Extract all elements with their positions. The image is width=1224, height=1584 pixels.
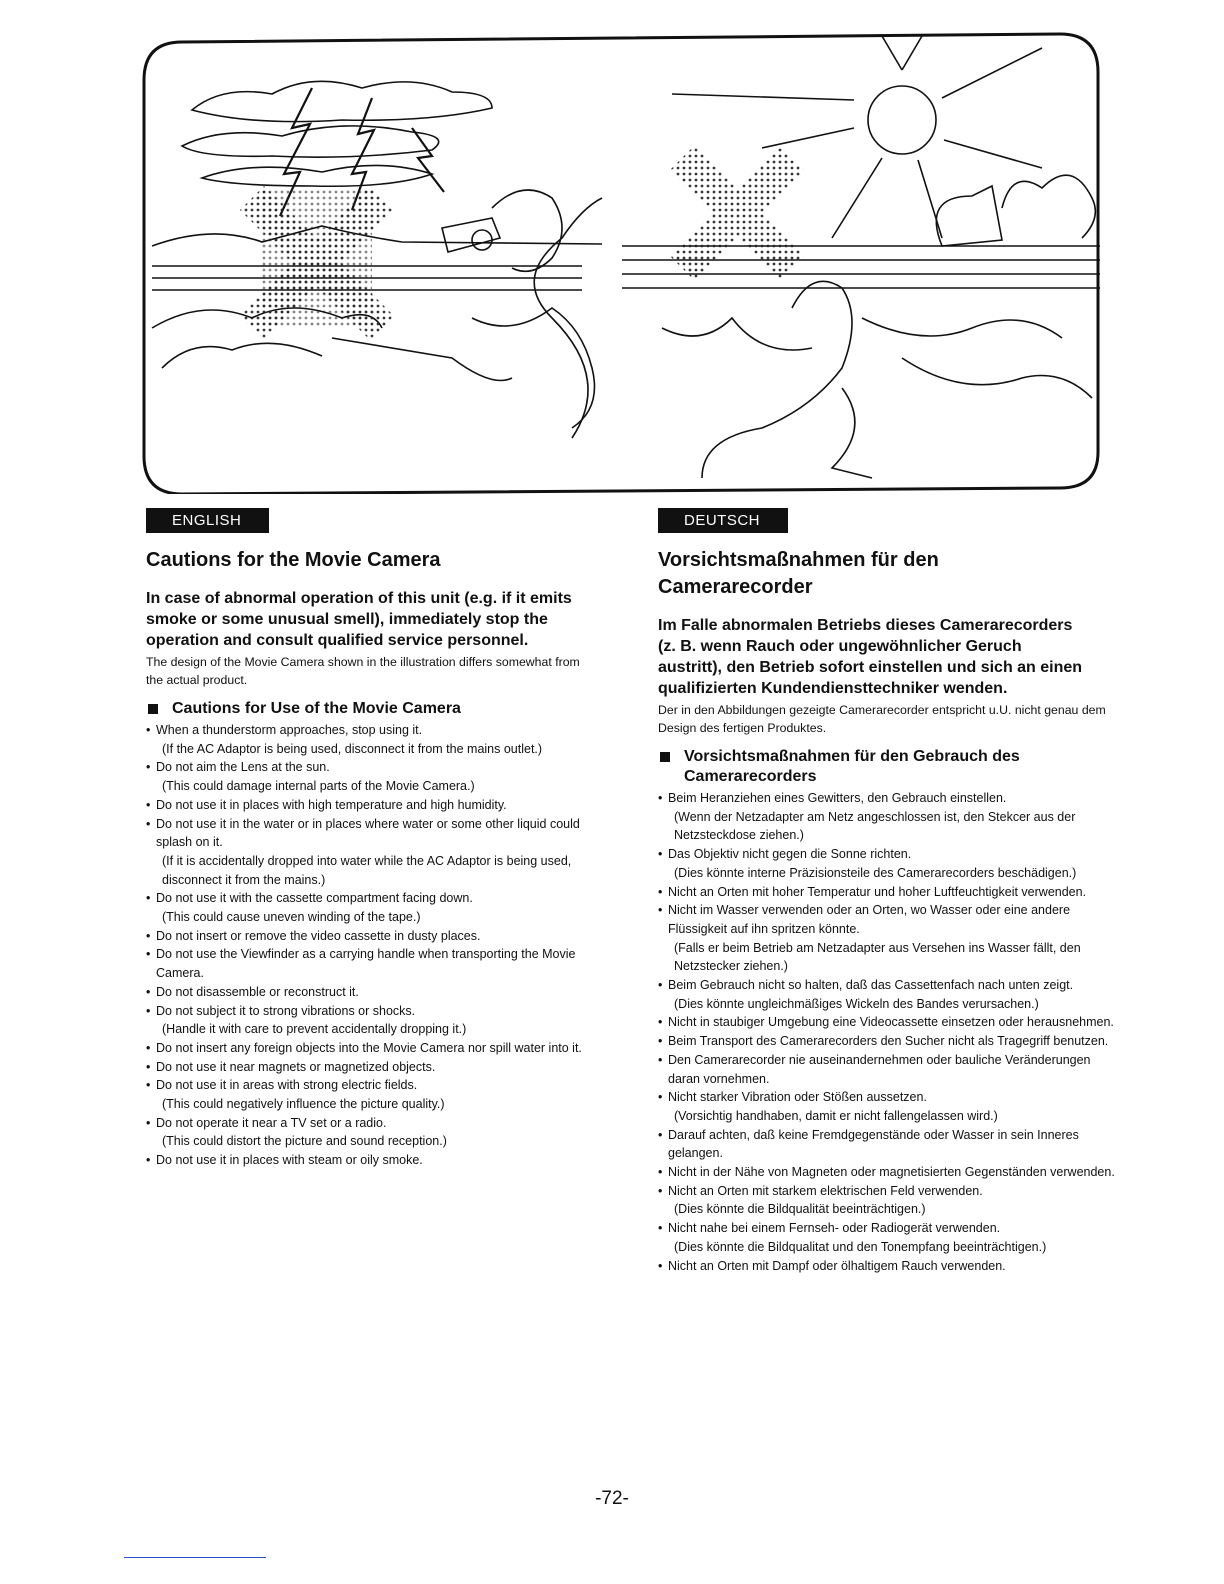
list-item: • Nicht an Orten mit starkem elektrischen Feld verwenden. (Dies könnte die Bildqualität beeinträchtigen.) (658, 1183, 983, 1217)
bullet-icon: • (658, 1127, 663, 1142)
bullet-icon: • (146, 947, 151, 962)
list-item: • Darauf achten, daß keine Fremdgegenstände oder Wasser in sein Inneres gelangen. (658, 1127, 1079, 1161)
language-label-english: ENGLISH (146, 508, 269, 533)
bullet-icon: • (146, 1078, 151, 1093)
list-item: • Do not insert any foreign objects into the Movie Camera nor spill water into it. (146, 1039, 596, 1058)
bullet-icon: • (658, 1183, 663, 1198)
list-item: • Nicht in staubiger Umgebung eine Videocassette einsetzen oder herausnehmen. (658, 1013, 1118, 1032)
list-item: • Nicht an Orten mit Dampf oder ölhaltigem Rauch verwenden. (658, 1257, 1118, 1276)
list-item: • When a thunderstorm approaches, stop using it. (If the AC Adaptor is being used, disconnect it from the mains outlet.) (146, 723, 543, 756)
warning-text: In case of abnormal operation of this unit (e.g. if it emits smoke or some unusual smell), immediately stop the operation and consult qualified service personnel. (146, 590, 572, 649)
list-item: • Den Camerarecorder nie auseinandernehmen oder bauliche Veränderungen daran vornehmen. (658, 1052, 1091, 1086)
square-bullet-icon (660, 752, 670, 762)
list-item: • Do not use the Viewfinder as a carrying handle when transporting the Movie Camera. (146, 947, 576, 981)
list-item: • Nicht im Wasser verwenden oder an Orten, wo Wasser oder eine andere Flüssigkeit auf ihn spritzen könnte. (Falls er beim Betrieb am Netzadapter aus Versehen ins Wasser fällt, den Netzstecker ziehen.) (658, 903, 1081, 974)
square-bullet-icon (148, 704, 158, 714)
list-item: • Do not use it in places with steam or oily smoke. (146, 1151, 596, 1170)
list-item: • Nicht starker Vibration oder Stößen aussetzen. (Vorsichtig handhaben, damit er nicht fallengelassen wird.) (658, 1090, 998, 1123)
list-item: • Do not use it near magnets or magnetized objects. (146, 1058, 596, 1077)
bullet-icon: • (658, 1015, 663, 1030)
bullet-icon: • (146, 984, 151, 999)
list-item: • Do not aim the Lens at the sun. (This could damage internal parts of the Movie Camera.) (146, 760, 475, 794)
page-number: -72- (595, 1488, 629, 1509)
subsection-title (658, 747, 1118, 787)
list-item: • Das Objektiv nicht gegen die Sonne richten. (Dies könnte interne Präzisionsteile des Camerarecorders beschädigen.) (658, 847, 1077, 880)
bullet-icon: • (146, 1059, 151, 1074)
subsection-title-text: Vorsichtsmaßnahmen für den Gebrauch des Camerarecorders (684, 748, 1020, 785)
bullet-icon: • (146, 816, 151, 831)
list-item: • Do not subject it to strong vibrations or shocks. (Handle it with care to prevent accidentally dropping it.) (146, 1003, 467, 1037)
language-label-deutsch: DEUTSCH (658, 508, 788, 533)
list-item: • Do not operate it near a TV set or a radio. (This could distort the picture and sound reception.) (146, 1115, 447, 1149)
section-title: Vorsichtsmaßnahmen für den Camerarecorder (658, 549, 939, 598)
deutsch-column (658, 508, 1118, 1275)
design-note: Der in den Abbildungen gezeigte Camerarecorder entspricht u.U. nicht genau dem Design des fertigen Produktes. (658, 703, 1106, 735)
list-item: • Beim Heranziehen eines Gewitters, den Gebrauch einstellen. (Wenn der Netzadapter am Netz angeschlossen ist, den Stekcer aus der Netzsteckdose ziehen.) (658, 791, 1076, 843)
bullet-icon: • (658, 978, 663, 993)
subsection-title (146, 699, 596, 719)
bullet-icon: • (658, 1052, 663, 1067)
list-item: • Nicht in der Nähe von Magneten oder magnetisierten Gegenständen verwenden. (658, 1163, 1118, 1182)
bullet-icon: • (146, 1153, 151, 1168)
warning-text: Im Falle abnormalen Betriebs dieses Camerarecorders (z. B. wenn Rauch oder ungewöhnlicher Geruch austritt), den Betrieb sofort einstellen und sich an einen qualifizierten Kundendiensttechniker wenden. (658, 617, 1083, 697)
design-note: The design of the Movie Camera shown in the illustration differs somewhat from the actual product. (146, 655, 580, 687)
section-title: Cautions for the Movie Camera (146, 549, 441, 571)
english-column (146, 508, 596, 1170)
caution-illustration (142, 28, 1100, 494)
bullet-icon: • (658, 1034, 663, 1049)
caution-list (146, 721, 596, 1170)
footer-line (124, 1557, 266, 1558)
bullet-icon: • (146, 1040, 151, 1055)
list-item: • Do not use it in the water or in places where water or some other liquid could splash on it. (If it is accidentally dropped into water while the AC Adaptor is being used, disconnect it from the mains.) (146, 816, 580, 887)
bullet-icon: • (146, 928, 151, 943)
thunderstorm-scene (152, 81, 602, 438)
bullet-icon: • (658, 1090, 663, 1105)
bullet-icon: • (658, 1165, 663, 1180)
bullet-icon: • (146, 891, 151, 906)
list-item: • Do not use it in places with high temperature and high humidity. (146, 796, 596, 815)
subsection-title-text: Cautions for Use of the Movie Camera (172, 700, 461, 717)
bullet-icon: • (658, 884, 663, 899)
list-item: • Do not use it in areas with strong electric fields. (This could negatively influence the picture quality.) (146, 1078, 445, 1112)
list-item: • Beim Gebrauch nicht so halten, daß das Cassettenfach nach unten zeigt. (Dies könnte ungleichmäßiges Wickeln des Bandes verursachen.) (658, 978, 1074, 1011)
bullet-icon: • (146, 723, 151, 737)
bullet-icon: • (658, 847, 663, 862)
bullet-icon: • (146, 760, 151, 775)
bullet-icon: • (146, 797, 151, 812)
bullet-icon: • (658, 1258, 663, 1273)
list-item: • Beim Transport des Camerarecorders den Sucher nicht als Tragegriff benutzen. (658, 1032, 1118, 1051)
bullet-icon: • (658, 1221, 663, 1236)
list-item: • Do not insert or remove the video cassette in dusty places. (146, 927, 596, 946)
caution-list (658, 789, 1118, 1275)
bullet-icon: • (658, 903, 663, 918)
list-item: • Do not disassemble or reconstruct it. (146, 983, 596, 1002)
list-item: • Nicht nahe bei einem Fernseh- oder Radiogerät verwenden. (Dies könnte die Bildqualitat und den Tonempfang beeinträchtigen.) (658, 1221, 1047, 1254)
list-item: • Do not use it with the cassette compartment facing down. (This could cause uneven winding of the tape.) (146, 891, 473, 925)
bullet-icon: • (146, 1003, 151, 1018)
bullet-icon: • (658, 791, 663, 805)
bullet-icon: • (146, 1115, 151, 1130)
list-item: • Nicht an Orten mit hoher Temperatur und hoher Luftfeuchtigkeit verwenden. (658, 883, 1118, 902)
